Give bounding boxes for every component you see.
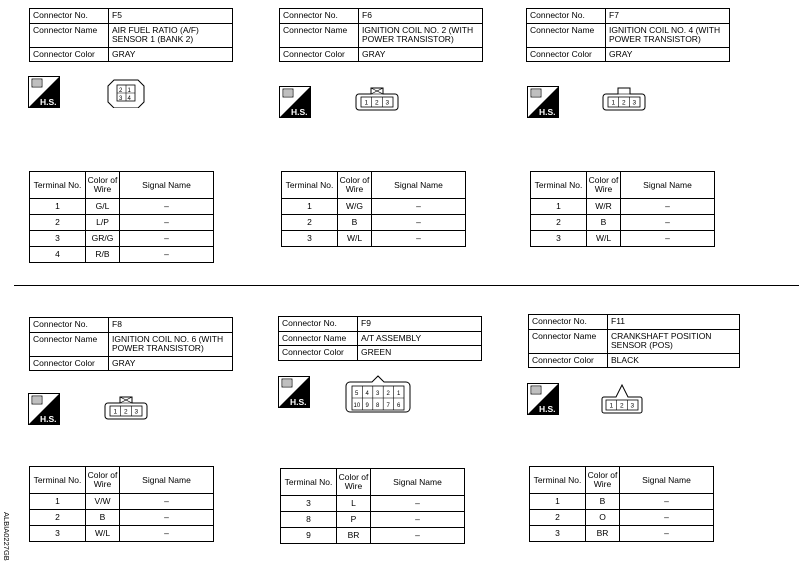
connector-color-label: Connector Color [280, 47, 359, 62]
table-row: 1 G/L – [30, 199, 214, 215]
connector-name-label: Connector Name [30, 23, 109, 47]
harness-side-icon [527, 383, 559, 415]
svg-text:1: 1 [397, 391, 401, 397]
svg-text:8: 8 [376, 403, 380, 409]
svg-text:1: 1 [609, 402, 614, 410]
terminal-table-f5 [29, 171, 214, 263]
connector-color-label: Connector Color [30, 47, 109, 62]
svg-text:2: 2 [386, 391, 390, 397]
svg-text:5: 5 [355, 391, 359, 397]
harness-side-icon [28, 76, 60, 108]
connector-no-label: Connector No. [30, 318, 109, 333]
connector-name-label: Connector Name [529, 329, 608, 353]
svg-text:3: 3 [630, 402, 635, 410]
pin-label: 3 [119, 96, 123, 102]
terminal-no-header: Terminal No. [30, 172, 86, 199]
svg-text:2: 2 [620, 402, 624, 410]
connector-face-f9 [344, 374, 412, 416]
wire-color-header: Color of Wire [338, 172, 372, 199]
table-row: 4 R/B – [30, 247, 214, 263]
connector-no-value: F7 [606, 9, 730, 24]
connector-color-label: Connector Color [279, 346, 358, 361]
connector-no-label: Connector No. [280, 9, 359, 24]
terminal-table-f7 [530, 171, 715, 247]
wire-color-header: Color of Wire [586, 467, 620, 494]
connector-name-label: Connector Name [30, 332, 109, 356]
svg-text:3: 3 [632, 99, 637, 107]
table-row: 3 L – [281, 496, 465, 512]
terminal-table-f6 [281, 171, 466, 247]
signal-name-header: Signal Name [372, 172, 466, 199]
connector-color-label: Connector Color [529, 353, 608, 368]
svg-text:1: 1 [611, 99, 616, 107]
connector-name-value: CRANKSHAFT POSITION SENSOR (POS) [608, 329, 740, 353]
table-row: 1 V/W – [30, 494, 214, 510]
table-row: 2 B – [282, 215, 466, 231]
connector-face-f5 [106, 78, 146, 108]
terminal-table-f9 [280, 468, 465, 544]
connector-no-value: F8 [109, 318, 233, 333]
signal-name-header: Signal Name [621, 172, 715, 199]
terminal-table-f8 [29, 466, 214, 542]
svg-text:H.S.: H.S. [539, 107, 556, 117]
connector-color-label: Connector Color [30, 356, 109, 371]
table-row: 3 BR – [530, 526, 714, 542]
svg-text:4: 4 [365, 391, 369, 397]
terminal-no-header: Terminal No. [30, 467, 86, 494]
connector-color-value: BLACK [608, 353, 740, 368]
connector-info-f11 [528, 314, 740, 368]
connector-color-value: GRAY [109, 47, 233, 62]
table-row: 2 O – [530, 510, 714, 526]
connector-face-f8 [104, 395, 148, 421]
signal-name-header: Signal Name [120, 172, 214, 199]
connector-info-f9 [278, 316, 482, 361]
table-row: 3 W/L – [282, 231, 466, 247]
terminal-no-header: Terminal No. [530, 467, 586, 494]
signal-name-header: Signal Name [120, 467, 214, 494]
connector-info-f7 [526, 8, 730, 62]
svg-text:2: 2 [622, 99, 626, 107]
svg-text:H.S.: H.S. [40, 97, 57, 107]
wire-color-header: Color of Wire [86, 467, 120, 494]
svg-text:H.S.: H.S. [290, 397, 307, 407]
connector-name-value: IGNITION COIL NO. 4 (WITH POWER TRANSISTOR) [606, 23, 730, 47]
svg-text:H.S.: H.S. [539, 404, 556, 414]
connector-name-value: IGNITION COIL NO. 6 (WITH POWER TRANSISTOR) [109, 332, 233, 356]
svg-text:1: 1 [364, 99, 369, 107]
table-row: 3 W/L – [30, 526, 214, 542]
connector-name-value: AIR FUEL RATIO (A/F) SENSOR 1 (BANK 2) [109, 23, 233, 47]
table-row: 1 B – [530, 494, 714, 510]
wire-color-header: Color of Wire [587, 172, 621, 199]
connector-name-label: Connector Name [527, 23, 606, 47]
terminal-no-header: Terminal No. [281, 469, 337, 496]
svg-text:3: 3 [134, 408, 139, 416]
svg-text:H.S.: H.S. [40, 414, 57, 424]
connector-name-label: Connector Name [279, 331, 358, 346]
harness-side-icon [527, 86, 559, 118]
connector-no-value: F11 [608, 315, 740, 330]
connector-name-label: Connector Name [280, 23, 359, 47]
svg-text:2: 2 [375, 99, 379, 107]
table-row: 1 W/G – [282, 199, 466, 215]
terminal-table-f11 [529, 466, 714, 542]
connector-no-label: Connector No. [30, 9, 109, 24]
table-row: 2 L/P – [30, 215, 214, 231]
table-row: 3 W/L – [531, 231, 715, 247]
harness-side-icon [279, 86, 311, 118]
pin-label: 4 [127, 96, 131, 102]
svg-text:10: 10 [353, 403, 361, 409]
connector-no-label: Connector No. [279, 317, 358, 332]
connector-color-label: Connector Color [527, 47, 606, 62]
table-row: 3 GR/G – [30, 231, 214, 247]
svg-text:9: 9 [365, 403, 369, 409]
table-row: 8 P – [281, 512, 465, 528]
connector-info-f6 [279, 8, 483, 62]
harness-side-icon [278, 376, 310, 408]
connector-info-f8 [29, 317, 233, 371]
harness-side-icon [28, 393, 60, 425]
connector-color-value: GRAY [606, 47, 730, 62]
signal-name-header: Signal Name [371, 469, 465, 496]
wire-color-header: Color of Wire [86, 172, 120, 199]
svg-text:7: 7 [386, 403, 390, 409]
connector-no-label: Connector No. [527, 9, 606, 24]
wire-color-header: Color of Wire [337, 469, 371, 496]
svg-text:6: 6 [397, 403, 401, 409]
connector-name-value: IGNITION COIL NO. 2 (WITH POWER TRANSISTOR) [359, 23, 483, 47]
connector-face-f6 [355, 86, 399, 112]
terminal-no-header: Terminal No. [531, 172, 587, 199]
table-row: 2 B – [30, 510, 214, 526]
signal-name-header: Signal Name [620, 467, 714, 494]
table-row: 2 B – [531, 215, 715, 231]
svg-text:2: 2 [124, 408, 128, 416]
terminal-no-header: Terminal No. [282, 172, 338, 199]
connector-color-value: GRAY [109, 356, 233, 371]
svg-text:1: 1 [113, 408, 118, 416]
table-row: 1 W/R – [531, 199, 715, 215]
svg-text:3: 3 [385, 99, 390, 107]
connector-face-f11 [600, 383, 644, 415]
connector-name-value: A/T ASSEMBLY [358, 331, 482, 346]
connector-info-f5 [29, 8, 233, 62]
connector-no-value: F9 [358, 317, 482, 332]
table-row: 9 BR – [281, 528, 465, 544]
connector-no-label: Connector No. [529, 315, 608, 330]
svg-text:3: 3 [376, 391, 380, 397]
connector-no-value: F5 [109, 9, 233, 24]
connector-color-value: GREEN [358, 346, 482, 361]
connector-color-value: GRAY [359, 47, 483, 62]
pin-label: 1 [127, 88, 131, 94]
figure-code: ALBIA0227GB [2, 512, 11, 561]
connector-face-f7 [602, 86, 646, 112]
section-divider [14, 285, 799, 286]
connector-no-value: F6 [359, 9, 483, 24]
svg-text:H.S.: H.S. [291, 107, 308, 117]
pin-label: 2 [119, 88, 123, 94]
